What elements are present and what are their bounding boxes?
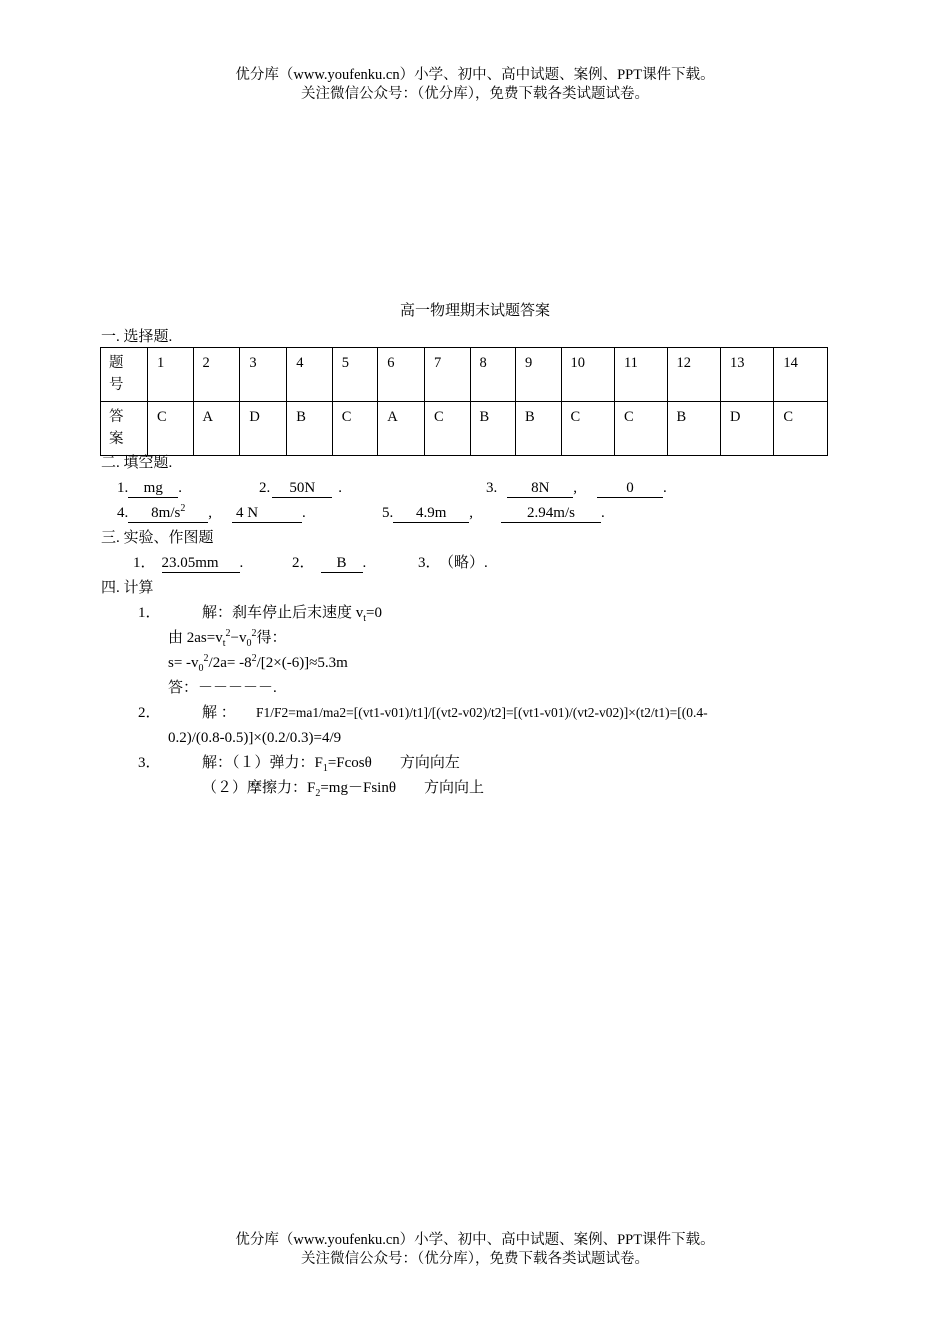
fill-q5-answer-a: 4.9m	[393, 504, 469, 523]
calc-2-formula: F1/F2=ma1/ma2=[(vt1-v01)/t1]/[(vt2-v02)/t2]=[(vt1-v01)/(vt2-v02)]×(t2/t1)=[(0.4-	[256, 705, 708, 720]
exp-q1: 1． 23.05mm .	[133, 555, 244, 571]
calc-1-line-2: 由 $2as=v_t^2-v_0^2$得：	[168, 628, 287, 649]
fill-q2: 2. 50N .	[259, 480, 342, 496]
table-cell: 1	[148, 348, 194, 402]
exp-q2-answer: B	[321, 554, 363, 573]
table-cell: 9	[516, 348, 562, 402]
table-cell: 8	[470, 348, 516, 402]
table-cell: C	[561, 402, 614, 456]
table-cell: C	[614, 402, 667, 456]
calc-3-line-1: 解：（１）弹力：$F_1=Fcos\theta$ 方向向左	[202, 755, 460, 774]
table-cell: 13	[720, 348, 773, 402]
footer-line-2: 关注微信公众号：（优分库），免费下载各类试题试卷。	[301, 1251, 649, 1267]
table-cell: B	[667, 402, 720, 456]
table-cell: 7	[425, 348, 471, 402]
fill-q4-answer-a: $8m/s^2$	[128, 504, 208, 523]
row-label-numbers: 题 号	[101, 348, 148, 402]
table-cell: C	[148, 402, 194, 456]
calc-1-line-3: $s= -v_0^2/2a= -8^2/[2\times(-6)]\approx 5.3m$	[168, 653, 348, 674]
exp-q3: 3． （略）.	[418, 555, 488, 571]
table-cell: B	[287, 402, 333, 456]
exp-q1-answer: 23.05mm	[162, 554, 240, 573]
table-cell: 12	[667, 348, 720, 402]
calc-3-line-2: （２）摩擦力：$F_2=mg-Fsin\theta$ 方向向上	[202, 780, 485, 799]
header-line-1: 优分库（www.youfenku.cn）小学、初中、高中试题、案例、PPT课件下载。	[235, 67, 715, 83]
table-cell: 11	[614, 348, 667, 402]
fill-q4: 4. $8m/s^2$ , 4 N .	[117, 503, 306, 521]
footer-line-1: 优分库（www.youfenku.cn）小学、初中、高中试题、案例、PPT课件下载。	[235, 1232, 715, 1248]
fill-q5-answer-b: 2.94m/s	[501, 504, 601, 523]
table-cell: 10	[561, 348, 614, 402]
fill-q2-answer: 50N	[272, 479, 332, 498]
table-cell: 6	[378, 348, 425, 402]
fill-q3: 3. 8N , 0 .	[486, 480, 667, 496]
table-cell: C	[425, 402, 471, 456]
table-cell: D	[720, 402, 773, 456]
table-cell: D	[240, 402, 287, 456]
table-row-numbers	[101, 348, 828, 402]
fill-q1: 1. mg .	[117, 480, 182, 496]
calc-2-label: 解 ：	[202, 705, 236, 721]
table-cell: 14	[774, 348, 828, 402]
table-row-answers	[101, 402, 828, 456]
section-3-heading: 三. 实验、作图题	[101, 530, 214, 546]
exp-q2: 2． B .	[292, 555, 367, 571]
section-2-heading: 二. 填空题.	[101, 455, 173, 471]
fill-q5: 5. 4.9m , 2.94m/s .	[382, 505, 605, 521]
fill-q1-answer: mg	[128, 479, 178, 498]
table-cell: 2	[193, 348, 240, 402]
fill-q3-answer-a: 8N	[507, 479, 573, 498]
calc-1-line-4: 答：－－－－－.	[168, 680, 277, 696]
table-cell: A	[193, 402, 240, 456]
table-cell: C	[332, 402, 378, 456]
page-title: 高一物理期末试题答案	[399, 303, 550, 319]
calc-2-num: 2．	[138, 705, 161, 721]
table-cell: B	[470, 402, 516, 456]
section-1-heading: 一. 选择题.	[101, 329, 173, 345]
table-cell: 5	[332, 348, 378, 402]
calc-1-num: 1．	[138, 605, 161, 621]
section-4-heading: 四. 计算	[101, 580, 154, 596]
fill-q4-answer-b: 4 N	[232, 504, 302, 523]
answer-table	[100, 347, 828, 456]
header-line-2: 关注微信公众号：（优分库），免费下载各类试题试卷。	[301, 86, 649, 102]
table-cell: B	[516, 402, 562, 456]
fill-q3-answer-b: 0	[597, 479, 663, 498]
calc-3-num: 3．	[138, 755, 161, 771]
calc-2-formula-cont: 0.2)/(0.8-0.5)]×(0.2/0.3)=4/9	[168, 730, 342, 746]
table-cell: A	[378, 402, 425, 456]
table-cell: 3	[240, 348, 287, 402]
table-cell: 4	[287, 348, 333, 402]
row-label-answers: 答 案	[101, 402, 148, 456]
table-cell: C	[774, 402, 828, 456]
calc-1-line-1: 解：刹车停止后末速度 $v_t=0$	[202, 605, 383, 624]
